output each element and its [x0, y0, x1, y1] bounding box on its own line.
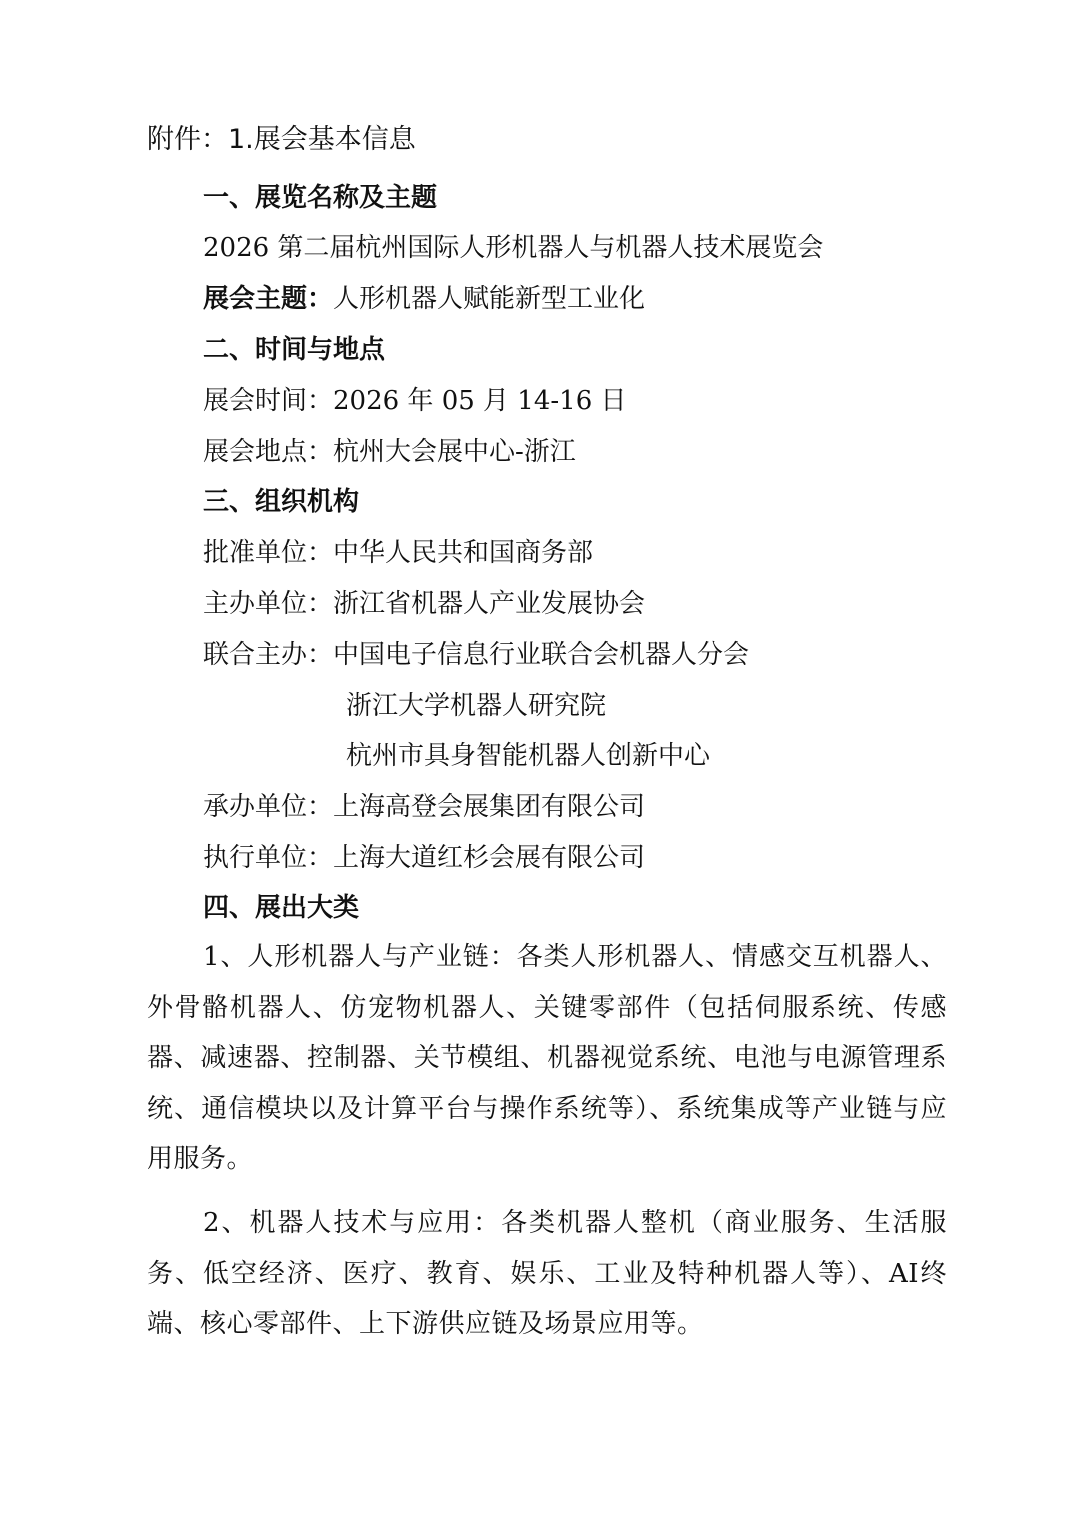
theme-label: 展会主题：: [203, 284, 334, 314]
co-host-line: [203, 637, 749, 673]
host-line: [203, 586, 645, 622]
exhibition-name: 2026 第二届杭州国际人形机器人与机器人技术展览会: [203, 233, 824, 263]
section-heading-3: 三、组织机构: [203, 487, 360, 517]
approver-value: 中华人民共和国商务部: [333, 538, 594, 568]
category-item-1: 1、人形机器人与产业链：各类人形机器人、情感交互机器人、外骨骼机器人、仿宠物机器人、关键零部件（包括伺服系统、传感器、减速器、控制器、关节模组、机器视觉系统、电池与电源管理系统、通信模块以及计算平台与操作系统等）、系统集成等产业链与应用服务。: [147, 942, 947, 1174]
organizer-value: 上海高登会展集团有限公司: [333, 792, 646, 822]
organizer-label: 承办单位：: [203, 792, 334, 822]
approver-label: 批准单位：: [203, 538, 334, 568]
exhibition-venue: 展会地点：杭州大会展中心-浙江: [203, 437, 576, 467]
theme-value: 人形机器人赋能新型工业化: [333, 284, 646, 314]
attachment-title: 附件：1.展会基本信息: [147, 124, 416, 155]
section-heading-4: 四、展出大类: [203, 893, 360, 923]
executor-label: 执行单位：: [203, 843, 334, 873]
co-host-value-2: 浙江大学机器人研究院: [346, 691, 607, 721]
executor-value: 上海大道红杉会展有限公司: [333, 843, 646, 873]
exhibition-time: 展会时间：2026 年 05 月 14-16 日: [203, 386, 627, 416]
section-heading-2: 二、时间与地点: [203, 335, 386, 365]
co-host-label: 联合主办：: [203, 640, 334, 670]
co-host-value-3: 杭州市具身智能机器人创新中心: [346, 741, 711, 771]
host-value: 浙江省机器人产业发展协会: [333, 589, 646, 619]
theme-line: [203, 281, 645, 317]
organizer-line: [203, 789, 645, 825]
approver-line: [203, 535, 593, 571]
co-host-value-1: 中国电子信息行业联合会机器人分会: [333, 640, 750, 670]
category-item-2: 2、机器人技术与应用：各类机器人整机（商业服务、生活服务、低空经济、医疗、教育、娱乐、工业及特种机器人等）、AI终端、核心零部件、上下游供应链及场景应用等。: [147, 1208, 947, 1339]
section-heading-1: 一、展览名称及主题: [203, 183, 438, 213]
host-label: 主办单位：: [203, 589, 334, 619]
executor-line: [203, 840, 645, 876]
